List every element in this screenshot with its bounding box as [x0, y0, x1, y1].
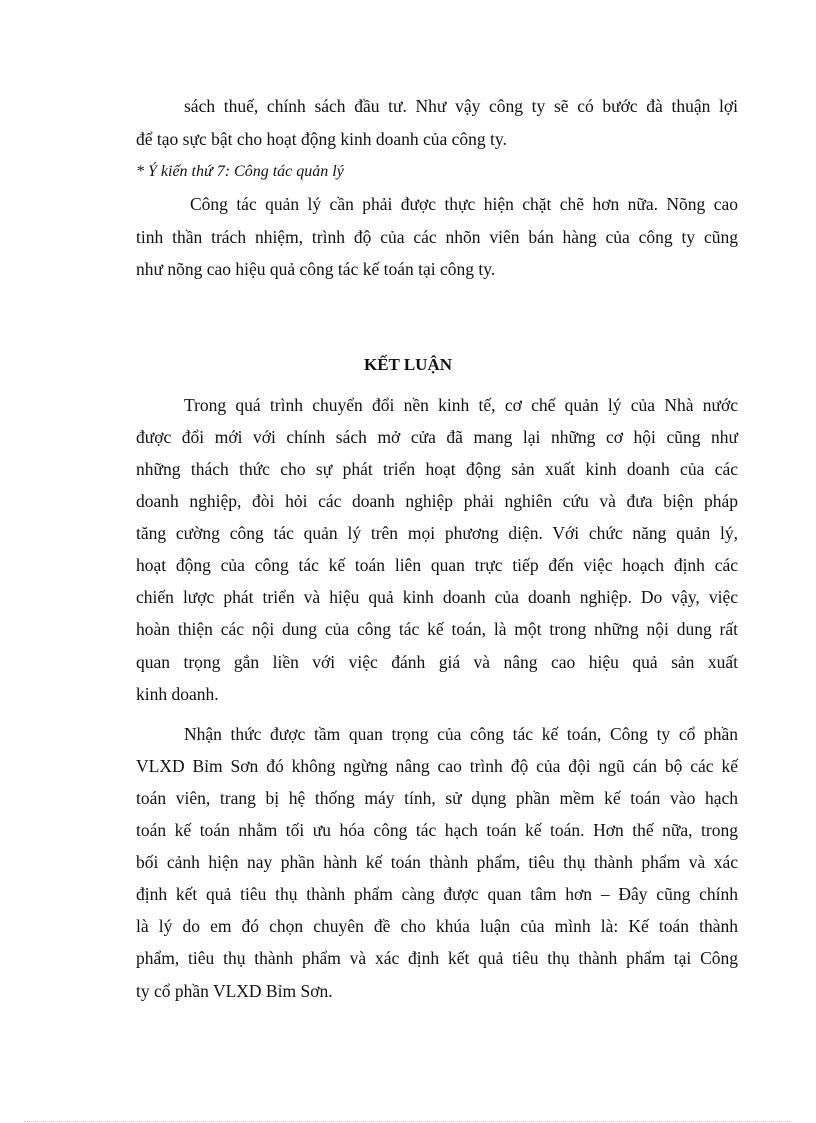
- text-line: Trong quá trình chuyển đổi nền kinh tế, cơ chế quản lý của Nhà nước: [184, 395, 738, 415]
- section-heading: * Ý kiến thứ 7: Công tác quản lý: [136, 163, 344, 180]
- text-line: kinh doanh.: [136, 684, 219, 704]
- text-line: VLXD Bỉm Sơn đó không ngừng nâng cao trình độ của đội ngũ cán bộ các kế: [136, 756, 738, 776]
- text-line: được đổi mới với chính sách mở cửa đã mang lại những cơ hội cũng như: [136, 427, 738, 447]
- text-line: là lý do em đó chọn chuyên đề cho khúa luận của mình là: Kế toán thành: [136, 916, 738, 936]
- text-line: toán viên, trang bị hệ thống máy tính, sử dụng phần mềm kế toán vào hạch: [136, 788, 738, 808]
- text-line: hoạt động của công tác kế toán liên quan trực tiếp đến việc hoạch định các: [136, 555, 738, 575]
- text-line: phẩm, tiêu thụ thành phẩm và xác định kết quả tiêu thụ thành phẩm tại Công: [136, 948, 738, 968]
- text-line: hoàn thiện các nội dung của công tác kế toán, là một trong những nội dung rất: [136, 619, 738, 639]
- text-line: bối cảnh hiện nay phần hành kế toán thành phẩm, tiêu thụ thành phẩm và xác: [136, 852, 738, 872]
- text-line: quan trọng gắn liền với việc đánh giá và nâng cao hiệu quả sản xuất: [136, 652, 738, 672]
- page-bottom-rule: [24, 1121, 792, 1122]
- text-line: để tạo sực bật cho hoạt động kinh doanh của công ty.: [136, 129, 507, 149]
- page-title: KẾT LUẬN: [363, 355, 452, 374]
- text-line: những thách thức cho sự phát triển hoạt động sản xuất kinh doanh của các: [136, 459, 738, 479]
- text-line: tăng cường công tác quản lý trên mọi phương diện. Với chức năng quản lý,: [136, 523, 738, 543]
- text-line: ty cổ phần VLXD Bỉm Sơn.: [136, 981, 333, 1001]
- text-line: như nõng cao hiệu quả công tác kế toán tại công ty.: [136, 259, 496, 279]
- text-line: tinh thần trách nhiệm, trình độ của các nhõn viên bán hàng của công ty cũng: [136, 227, 738, 247]
- text-line: Công tác quản lý cần phải được thực hiện chặt chẽ hơn nữa. Nõng cao: [190, 194, 738, 214]
- text-line: chiến lược phát triển và hiệu quả kinh doanh của doanh nghiệp. Do vậy, việc: [136, 587, 738, 607]
- text-line: định kết quả tiêu thụ thành phẩm càng được quan tâm hơn – Đây cũng chính: [136, 884, 738, 904]
- text-line: Nhận thức được tầm quan trọng của công tác kế toán, Công ty cổ phần: [184, 724, 738, 744]
- text-line: doanh nghiệp, đòi hỏi các doanh nghiệp phải nghiên cứu và đưa biện pháp: [136, 491, 738, 511]
- text-line: sách thuế, chính sách đầu tư. Như vậy công ty sẽ có bước đà thuận lợi: [184, 96, 738, 116]
- text-line: toán kế toán nhằm tối ưu hóa công tác hạch toán kế toán. Hơn thế nữa, trong: [136, 820, 738, 840]
